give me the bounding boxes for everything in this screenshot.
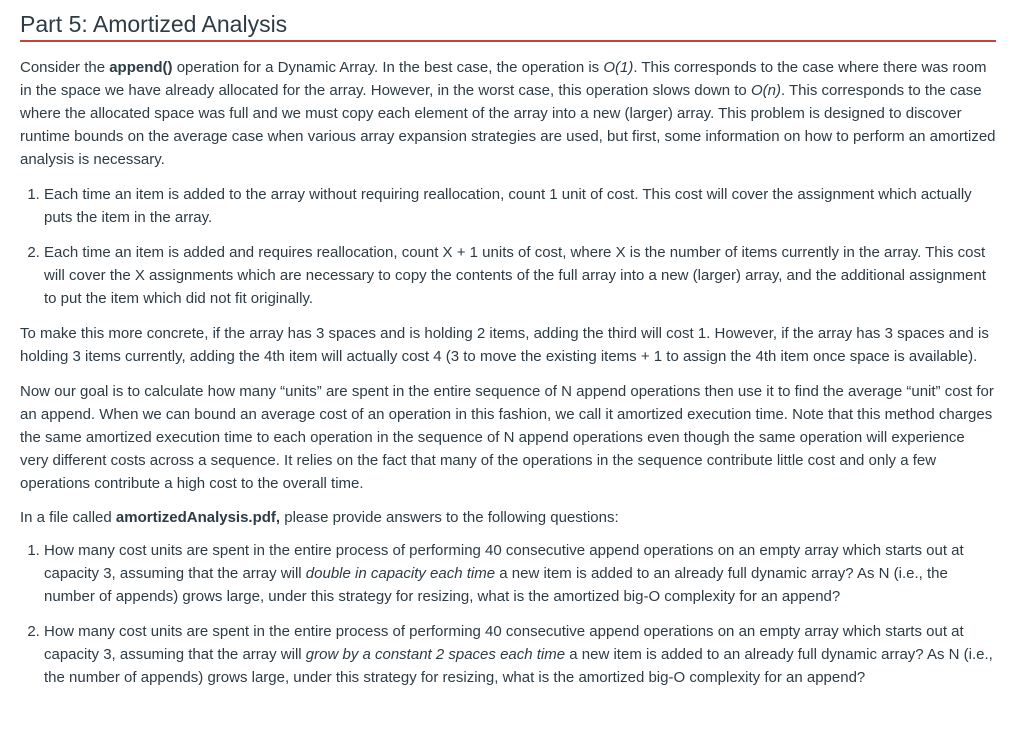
cost-rule-item: 1. Each time an item is added to the array without requiring reallocation, count 1 unit of cost. This cost will cover the assignment which actually puts the item in the array. <box>44 183 996 229</box>
question-item: 2. How many cost units are spent in the entire process of performing 40 consecutive append operations on an empty array which starts out at capacity 3, assuming that the array will grow by a constant 2 spaces each time a new item is added to an already full dynamic array? As N (i.e., the number of appends) grows large, under this strategy for resizing, what is the amortized big-O complexity for an append? <box>44 620 996 689</box>
cost-rule-item: 2. Each time an item is added and requires reallocation, count X + 1 units of cost, where X is the number of items currently in the array. This cost will cover the X assignments which are necessary to copy the contents of the full array into a new (larger) array, and the additional assignment to put the item which did not fit originally. <box>44 241 996 310</box>
worst-case-complexity: O(n) <box>750 82 781 99</box>
goal-paragraph: Now our goal is to calculate how many “units” are spent in the entire sequence of N append operations then use it to find the average “unit” cost for an append. When we can bound an average cost of an operation in this fashion, we call it amortized execution time. Note that this method charges the same amortized execution time to each operation in the sequence of N append operations even though the same operation will experience very different costs across a sequence. It relies on the fact that many of the operations in the sequence contribute little cost and only a few operations contribute a high cost to the overall time. <box>20 383 994 492</box>
instruction-paragraph: In a file called amortizedAnalysis.pdf, please provide answers to the following questions: <box>20 509 619 526</box>
questions-list <box>20 539 996 689</box>
best-case-complexity: O(1) <box>603 59 634 76</box>
cost-rules-list <box>20 183 996 310</box>
filename: amortizedAnalysis.pdf, <box>115 509 281 526</box>
page-title: Part 5: Amortized Analysis <box>20 10 996 42</box>
intro-paragraph: Consider the append() operation for a Dynamic Array. In the best case, the operation is O(1). This corresponds to the case where there was room in the space we have already allocated for the array. However, in the worst case, this operation slows down to O(n). This corresponds to the case where the allocated space was full and we must copy each element of the array into a new (larger) array. This problem is designed to discover runtime bounds on the average case when various array expansion strategies are used, but first, some information on how to perform an amortized analysis is necessary. <box>20 59 996 168</box>
append-code: append() <box>109 59 173 76</box>
question-item: 1. How many cost units are spent in the entire process of performing 40 consecutive append operations on an empty array which starts out at capacity 3, assuming that the array will double in capacity each time a new item is added to an already full dynamic array? As N (i.e., the number of appends) grows large, under this strategy for resizing, what is the amortized big-O complexity for an append? <box>44 539 996 608</box>
example-paragraph: To make this more concrete, if the array has 3 spaces and is holding 2 items, adding the third will cost 1. However, if the array has 3 spaces and is holding 3 items currently, adding the 4th item will actually cost 4 (3 to move the existing items + 1 to assign the 4th item once space is available). <box>20 325 989 365</box>
